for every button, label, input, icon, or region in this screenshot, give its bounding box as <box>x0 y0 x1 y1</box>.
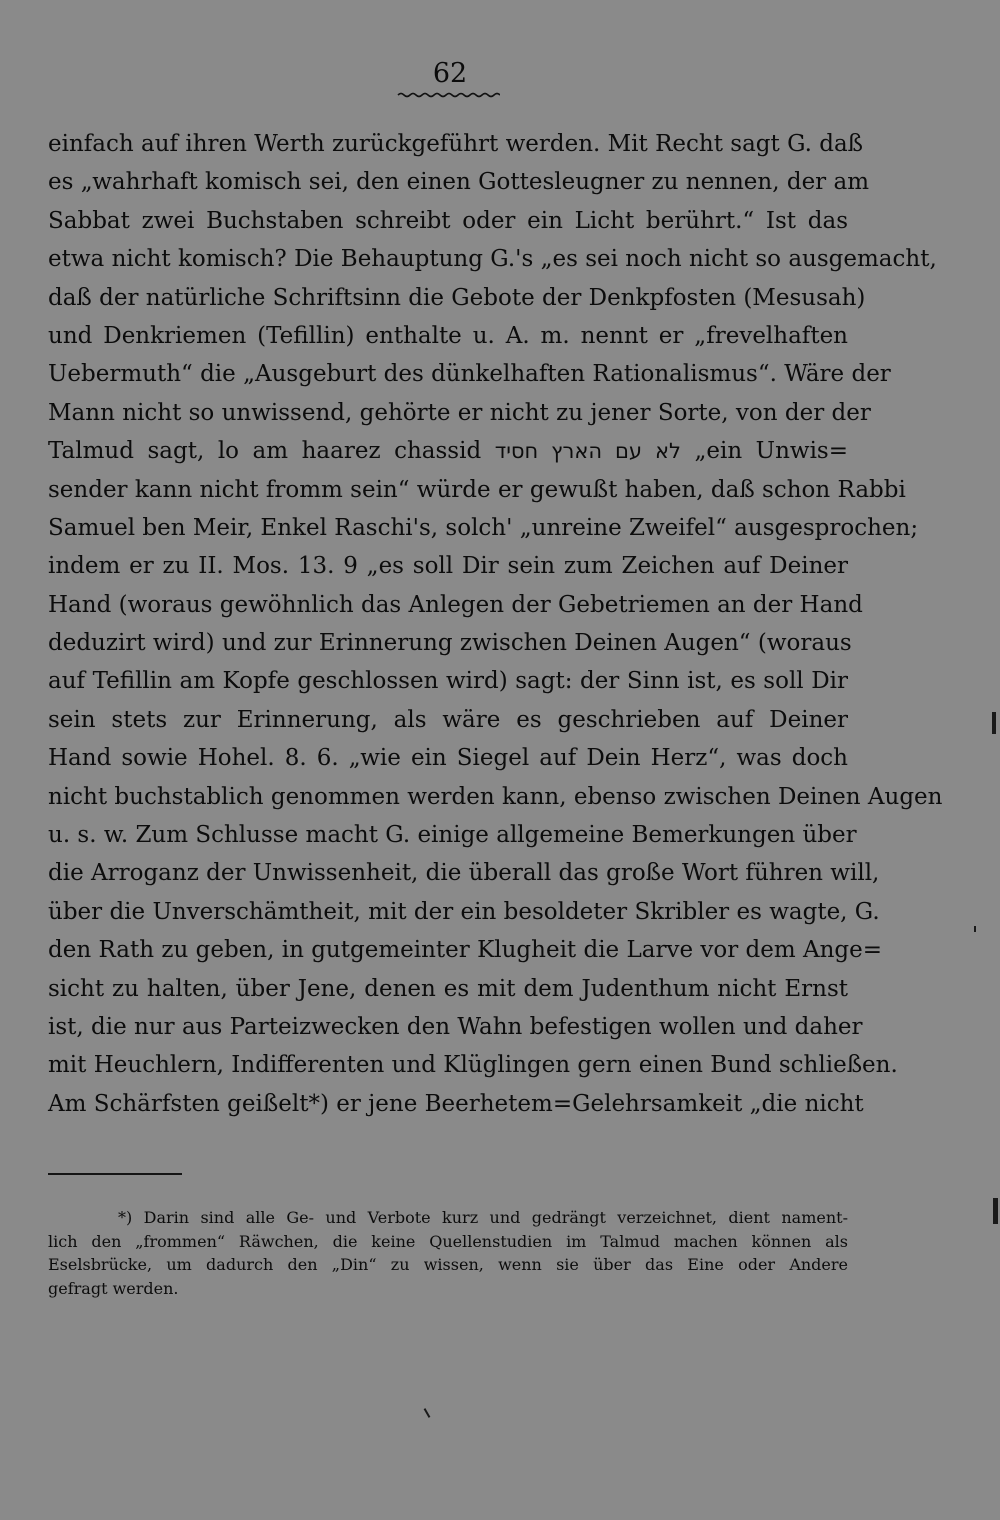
text-line: u. s. w. Zum Schlusse macht G. einige allgemeine Bemerkungen über <box>48 822 857 849</box>
scan-speck <box>974 926 976 932</box>
text-line: sender kann nicht fromm sein“ würde er gewußt haben, daß schon Rabbi <box>48 476 906 503</box>
footnote-line: Eselsbrücke, um dadurch den „Din“ zu wissen, wenn sie über das Eine oder Andere <box>48 1255 848 1274</box>
page-number: 62 <box>432 58 468 89</box>
text-line: ist, die nur aus Parteizwecken den Wahn befestigen wollen und daher <box>48 1013 863 1040</box>
footnote-line: gefragt werden. <box>48 1278 179 1298</box>
text-line: Sabbat zwei Buchstaben schreibt oder ein Licht berührt.“ Ist das <box>48 207 848 234</box>
text-line: einfach auf ihren Werth zurückgeführt werden. Mit Recht sagt G. daß <box>48 131 864 157</box>
text-line: über die Unverschämtheit, mit der ein besoldeter Skribler es wagte, G. <box>48 898 880 925</box>
text-line: sicht zu halten, über Jene, denen es mit dem Judenthum nicht Ernst <box>48 975 848 1002</box>
footnote-separator <box>48 1173 182 1175</box>
text-line: auf Tefillin am Kopfe geschlossen wird) sagt: der Sinn ist, es soll Dir <box>48 668 848 695</box>
text-line: die Arroganz der Unwissenheit, die überall das große Wort führen will, <box>48 860 880 887</box>
ornament-rule <box>396 90 500 100</box>
footnote-line: lich den „frommen“ Räwchen, die keine Quellenstudien im Talmud machen können als <box>48 1231 848 1251</box>
text-line: Mann nicht so unwissend, gehörte er nicht zu jener Sorte, von der der <box>48 399 871 426</box>
text-line: Hand (woraus gewöhnlich das Anlegen der Gebetriemen an der Hand <box>48 591 863 618</box>
text-line: sein stets zur Erinnerung, als wäre es geschrieben auf Deiner <box>48 706 848 733</box>
text-line: Samuel ben Meir, Enkel Raschi's, solch' „unreine Zweifel“ ausgesprochen; <box>48 514 919 541</box>
scan-speck <box>424 1408 431 1418</box>
text-line-with-hebrew <box>48 432 848 470</box>
text-line: den Rath zu geben, in gutgemeinter Klugheit die Larve vor dem Ange= <box>48 937 883 964</box>
text-line: und Denkriemen (Tefillin) enthalte u. A. m. nennt er „frevelhaften <box>48 322 848 349</box>
footnote-line: *) Darin sind alle Ge- und Verbote kurz und gedrängt verzeichnet, dient nament- <box>118 1208 848 1227</box>
hebrew-phrase: לא עם הארץ חסיד <box>494 439 681 464</box>
text-line: etwa nicht komisch? Die Behauptung G.'s „es sei noch nicht so ausgemacht, <box>48 246 937 273</box>
text-line: Uebermuth“ die „Ausgeburt des dünkelhaften Rationalismus“. Wäre der <box>48 361 891 388</box>
text-segment: „ein Unwis= <box>694 438 848 465</box>
text-line: Am Schärfsten geißelt*) er jene Beerhetem=Gelehrsamkeit „die nicht <box>48 1090 864 1117</box>
scan-speck <box>992 712 996 734</box>
text-segment: Talmud sagt, lo am haarez chassid <box>48 438 482 465</box>
text-line: indem er zu II. Mos. 13. 9 „es soll Dir sein zum Zeichen auf Deiner <box>48 553 848 580</box>
text-line: es „wahrhaft komisch sei, den einen Gottesleugner zu nennen, der am <box>48 169 870 196</box>
main-text <box>48 125 943 1123</box>
scan-speck <box>993 1198 998 1224</box>
text-line: mit Heuchlern, Indifferenten und Klüglingen gern einen Bund schließen. <box>48 1052 898 1079</box>
text-line: daß der natürliche Schriftsinn die Gebote der Denkpfosten (Mesusah) <box>48 284 866 311</box>
text-line: Hand sowie Hohel. 8. 6. „wie ein Siegel auf Dein Herz“, was doch <box>48 745 848 772</box>
footnote <box>48 1206 848 1300</box>
text-line: nicht buchstablich genommen werden kann, ebenso zwischen Deinen Augen <box>48 783 943 810</box>
text-line: deduzirt wird) und zur Erinnerung zwischen Deinen Augen“ (woraus <box>48 630 852 657</box>
